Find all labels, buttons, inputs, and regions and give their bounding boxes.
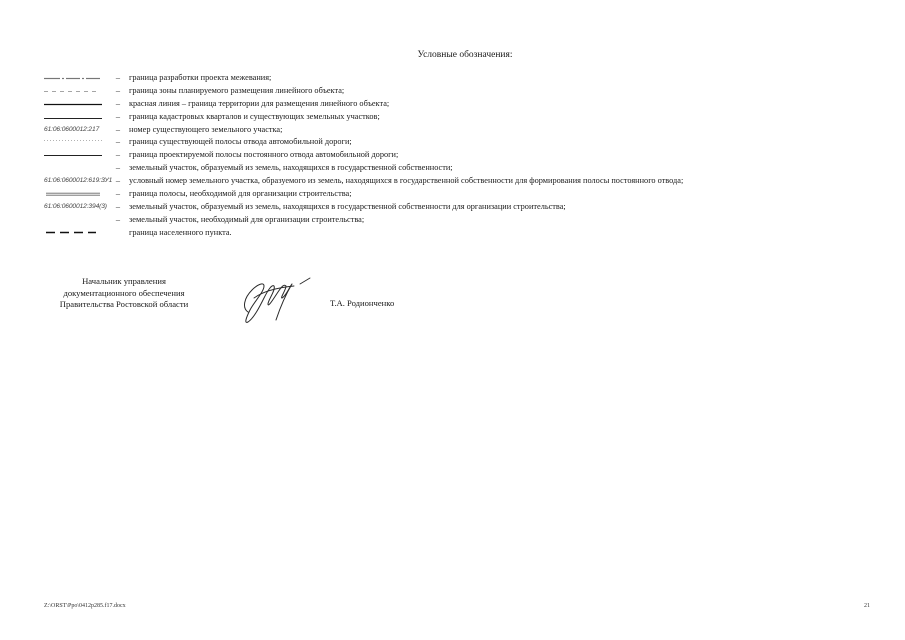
- legend-item: [44, 124, 864, 137]
- legend-separator: –: [115, 150, 121, 160]
- position-line: Правительства Ростовской области: [59, 299, 189, 309]
- legend-item: [44, 188, 864, 201]
- parcel-number-symbol: 61:06:0600012:619:ЗУ1: [44, 177, 113, 185]
- legend-separator: –: [115, 189, 121, 199]
- legend-item-text: граница разработки проекта межевания;: [129, 73, 272, 82]
- legend-separator: –: [115, 85, 121, 95]
- dash-dot-line-symbol: [44, 72, 104, 85]
- parcel-number-symbol: 61:06:0600012:217: [44, 125, 100, 133]
- legend-item: [44, 214, 864, 227]
- dotted-line-symbol: [44, 136, 104, 149]
- legend-title: Условные обозначения:: [417, 50, 513, 60]
- legend-item: [44, 162, 864, 175]
- bold-dashed-line-symbol: [44, 227, 104, 240]
- legend-item: [44, 201, 864, 214]
- position-line: документационного обеспечения: [63, 287, 185, 298]
- legend-separator: –: [115, 137, 121, 147]
- legend-item-text: граница населенного пункта.: [129, 227, 232, 237]
- legend-item-text: граница полосы, необходимой для организации строительства;: [129, 189, 352, 199]
- signer-position: [44, 276, 204, 311]
- legend-item-text: красная линия – граница территории для размещения линейного объекта;: [129, 98, 390, 108]
- handwritten-signature: [234, 268, 316, 328]
- legend-item-text: земельный участок, необходимый для организации строительства;: [129, 214, 365, 224]
- legend-item: [44, 149, 864, 162]
- thin-solid-line-symbol: [44, 111, 104, 124]
- legend-separator: –: [115, 214, 121, 224]
- legend-item-text: земельный участок, образуемый из земель, находящихся в государственной собственности для организации строительства;: [129, 201, 566, 211]
- legend-separator: –: [115, 98, 121, 108]
- file-path: Z:\ORST\Ppo\0412p285.f17.docx: [44, 603, 126, 609]
- legend-item-text: граница зоны планируемого размещения линейного объекта;: [129, 85, 345, 95]
- legend-item-text: граница кадастровых кварталов и существующих земельных участков;: [129, 111, 380, 121]
- light-dashed-line-symbol: [44, 85, 104, 98]
- legend-item-text: граница проектируемой полосы постоянного отвода автомобильной дороги;: [129, 150, 399, 160]
- solid-line-symbol: [44, 98, 104, 111]
- signer-name: Т.А. Родионченко: [330, 298, 395, 308]
- legend: [44, 72, 864, 240]
- legend-item-text: номер существующего земельного участка;: [129, 124, 283, 134]
- legend-item-text: условный номер земельного участка, образуемого из земель, находящихся в государственной собственности для формирования полосы постоянного отвода;: [129, 176, 684, 186]
- legend-separator: –: [115, 176, 121, 186]
- legend-item-text: земельный участок, образуемый из земель, находящихся в государственной собственности;: [129, 163, 453, 173]
- legend-item-text: граница существующей полосы отвода автомобильной дороги;: [129, 137, 352, 147]
- legend-item: [44, 175, 864, 188]
- legend-separator: –: [115, 163, 121, 173]
- legend-item: [44, 98, 864, 111]
- legend-item: [44, 85, 864, 98]
- page-number: 21: [864, 603, 870, 609]
- parcel-number-symbol: 61:06:0600012:394(3): [44, 202, 107, 210]
- double-line-symbol: [44, 188, 104, 201]
- legend-item: [44, 111, 864, 124]
- legend-separator: –: [115, 73, 121, 82]
- legend-item: [44, 72, 864, 85]
- legend-separator: –: [115, 111, 121, 121]
- solid-line-symbol: [44, 149, 104, 162]
- position-line: Начальник управления: [82, 276, 166, 286]
- legend-item: [44, 227, 864, 240]
- legend-separator: –: [115, 201, 121, 211]
- legend-item: [44, 136, 864, 149]
- legend-separator: –: [115, 124, 121, 134]
